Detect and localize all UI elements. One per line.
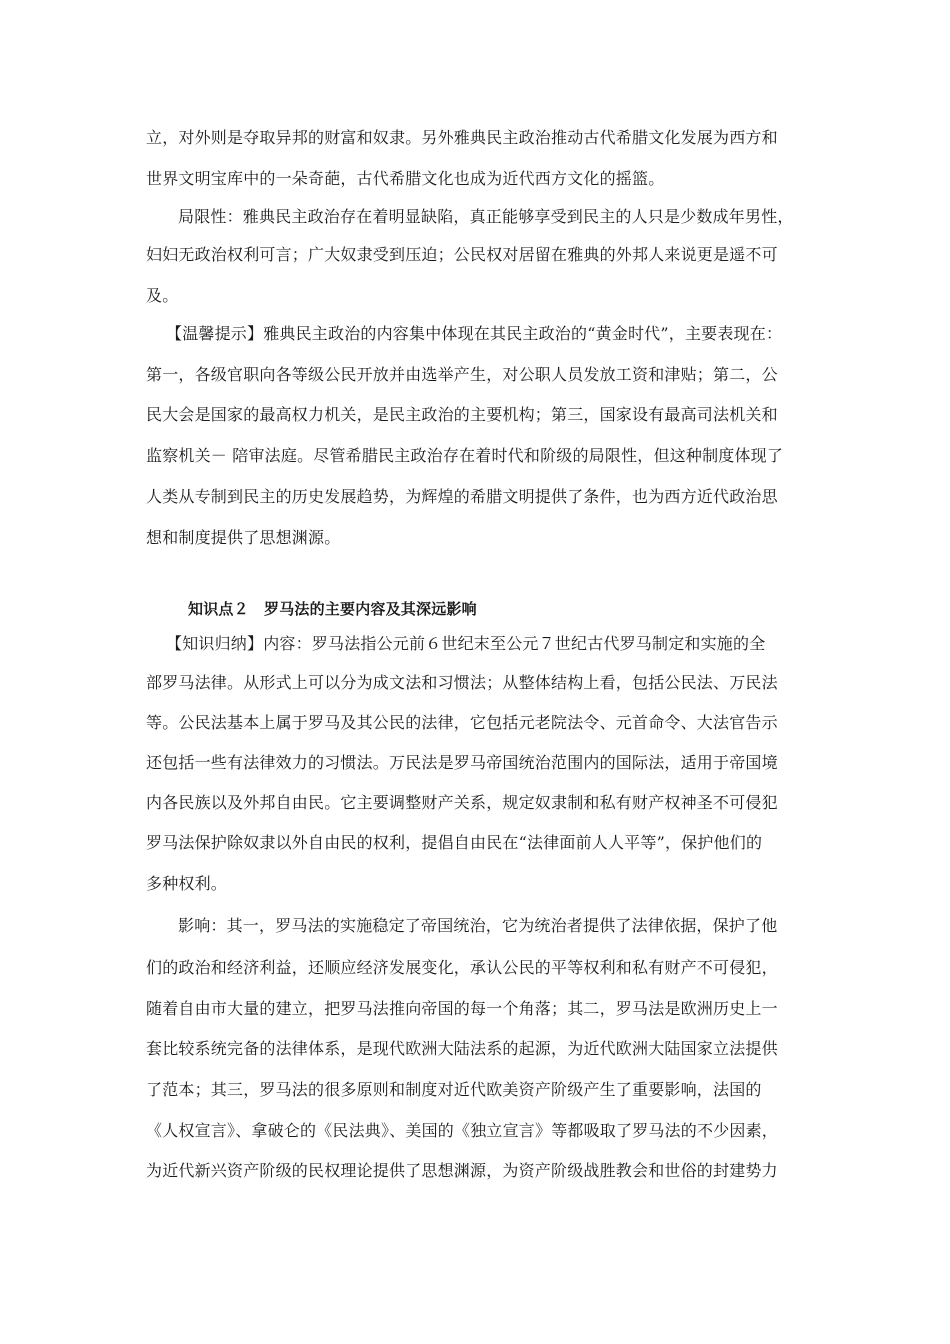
text-line: 套比较系统完备的法律体系，是现代欧洲大陆法系的起源，为近代欧洲大陆国家立法提供 [146,1039,778,1058]
text-line: 立，对外则是夺取异邦的财富和奴隶。另外雅典民主政治推动古代希腊文化发展为西方和 [146,128,778,147]
text-line: 局限性：雅典民主政治存在着明显缺陷，真正能够享受到民主的人只是少数成年男性， [178,207,794,226]
text-line: 为近代新兴资产阶级的民权理论提供了思想渊源，为资产阶级战胜教会和世俗的封建势力 [146,1161,778,1180]
text-line: 影响：其一，罗马法的实施稳定了帝国统治，它为统治者提供了法律依据，保护了他 [178,916,778,935]
text-line: 【知识归纳】内容：罗马法指公元前６世纪末至公元７世纪古代罗马制定和实施的全 [166,634,766,653]
text-line: 世界文明宝库中的一朵奇葩，古代希腊文化也成为近代西方文化的摇篮。 [146,169,665,188]
text-line: 人类从专制到民主的历史发展趋势，为辉煌的希腊文明提供了条件，也为西方近代政治思 [146,487,778,506]
text-line: 们的政治和经济利益，还顺应经济发展变化，承认公民的平等权利和私有财产不可侵犯， [146,958,778,977]
section-heading: 知识点２ 罗马法的主要内容及其深远影响 [188,600,477,618]
text-line: 还包括一些有法律效力的习惯法。万民法是罗马帝国统治范围内的国际法，适用于帝国境 [146,753,778,772]
text-line: 内各民族以及外邦自由民。它主要调整财产关系，规定奴隶制和私有财产权神圣不可侵犯 [146,793,778,812]
text-line: 部罗马法律。从形式上可以分为成文法和习惯法；从整体结构上看，包括公民法、万民法 [146,673,778,692]
text-line: 等。公民法基本上属于罗马及其公民的法律，它包括元老院法令、元首命令、大法官告示 [146,713,778,732]
text-line: 《人权宣言》、拿破仑的《民法典》、美国的《独立宣言》等都吸取了罗马法的不少因素， [146,1121,779,1140]
text-line: 监察机关－ 陪审法庭。尽管希腊民主政治存在着时代和阶级的局限性，但这种制度体现了 [146,446,784,465]
text-line: 随着自由市大量的建立，把罗马法推向帝国的每一个角落；其二，罗马法是欧洲历史上一 [146,999,778,1018]
text-line: 想和制度提供了思想渊源。 [146,528,341,547]
text-line: 第一，各级官职向各等级公民开放并由选举产生，对公职人员发放工资和津贴；第二，公 [146,365,778,384]
text-line: 【温馨提示】雅典民主政治的内容集中体现在其民主政治的“黄金时代”，主要表现在： [166,324,783,343]
text-line: 多种权利。 [146,874,228,893]
text-line: 及。 [146,286,179,305]
text-line: 民大会是国家的最高权力机关，是民主政治的主要机构；第三，国家设有最高司法机关和 [146,405,778,424]
text-line: 了范本；其三，罗马法的很多原则和制度对近代欧美资产阶级产生了重要影响，法国的 [146,1080,762,1099]
text-line: 罗马法保护除奴隶以外自由民的权利，提倡自由民在“法律面前人人平等”，保护他们的 [146,833,763,852]
text-line: 妇妇无政治权利可言；广大奴隶受到压迫；公民权对居留在雅典的外邦人来说更是遥不可 [146,245,778,264]
